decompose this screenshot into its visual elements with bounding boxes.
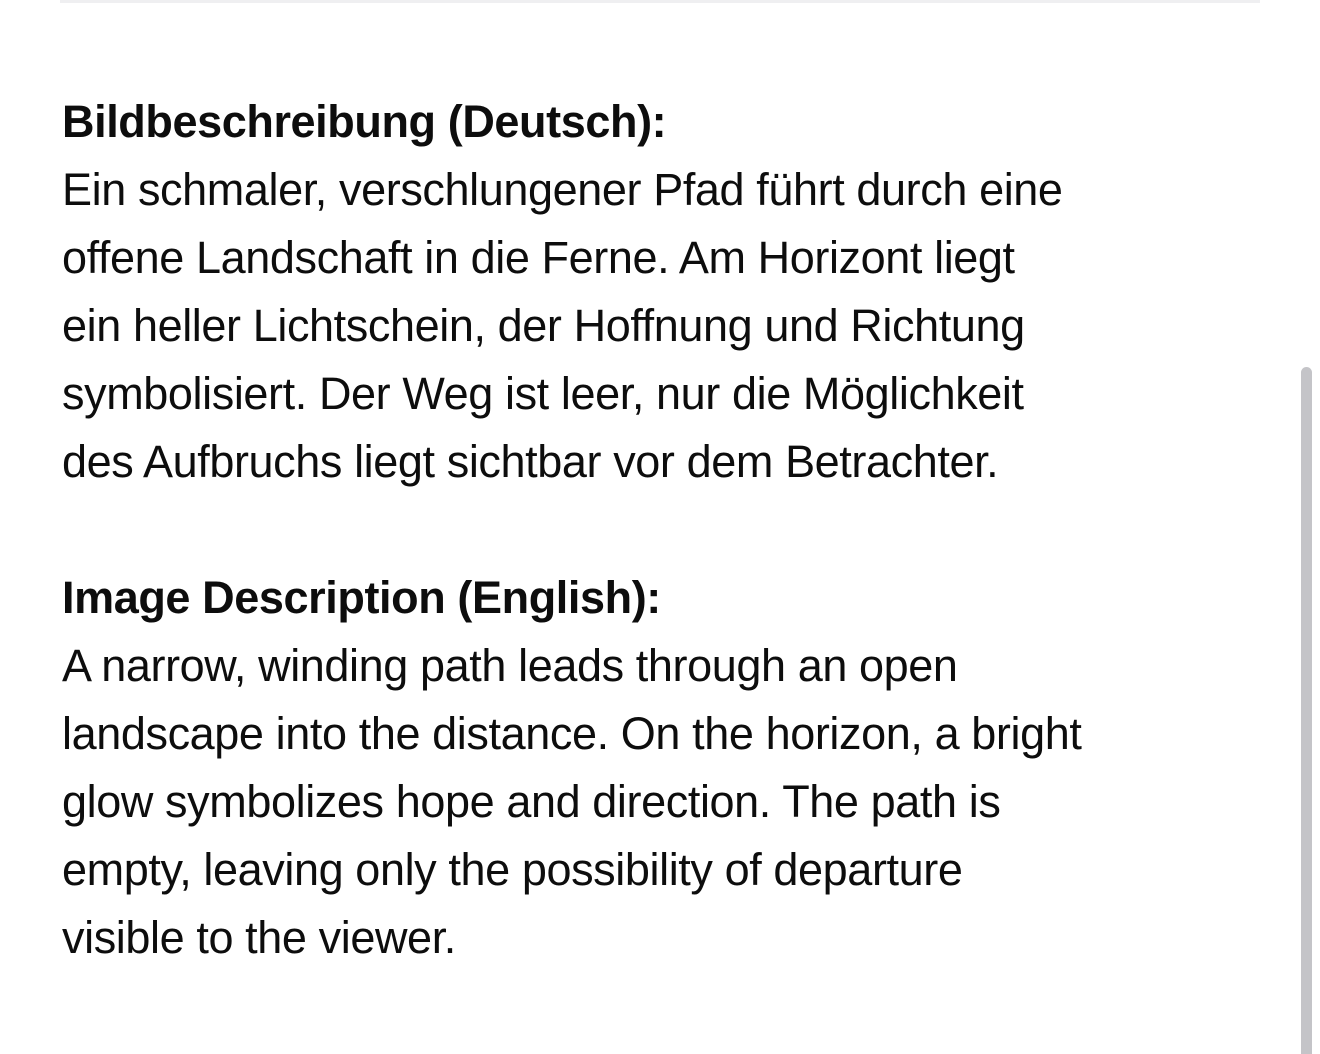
german-description-heading: Bildbeschreibung (Deutsch): xyxy=(62,96,667,147)
english-description-paragraph xyxy=(62,632,1262,972)
top-divider xyxy=(60,0,1260,3)
english-description-heading: Image Description (English): xyxy=(62,572,661,623)
text-line: landscape into the distance. On the horizon, a bright xyxy=(62,708,1082,759)
text-line: symbolisiert. Der Weg ist leer, nur die Möglichkeit xyxy=(62,368,1024,419)
vertical-scrollbar-thumb[interactable] xyxy=(1301,367,1312,1054)
message-content xyxy=(62,88,1262,972)
text-line: des Aufbruchs liegt sichtbar vor dem Betrachter. xyxy=(62,436,999,487)
text-line: glow symbolizes hope and direction. The path is xyxy=(62,776,1001,827)
text-line: empty, leaving only the possibility of departure xyxy=(62,844,963,895)
text-line: A narrow, winding path leads through an open xyxy=(62,640,958,691)
text-line: offene Landschaft in die Ferne. Am Horizont liegt xyxy=(62,232,1015,283)
text-line: ein heller Lichtschein, der Hoffnung und Richtung xyxy=(62,300,1025,351)
text-line: Ein schmaler, verschlungener Pfad führt durch eine xyxy=(62,164,1063,215)
text-line: visible to the viewer. xyxy=(62,912,456,963)
german-description-paragraph xyxy=(62,156,1262,496)
section-english-description xyxy=(62,564,1262,972)
section-german-description xyxy=(62,88,1262,496)
